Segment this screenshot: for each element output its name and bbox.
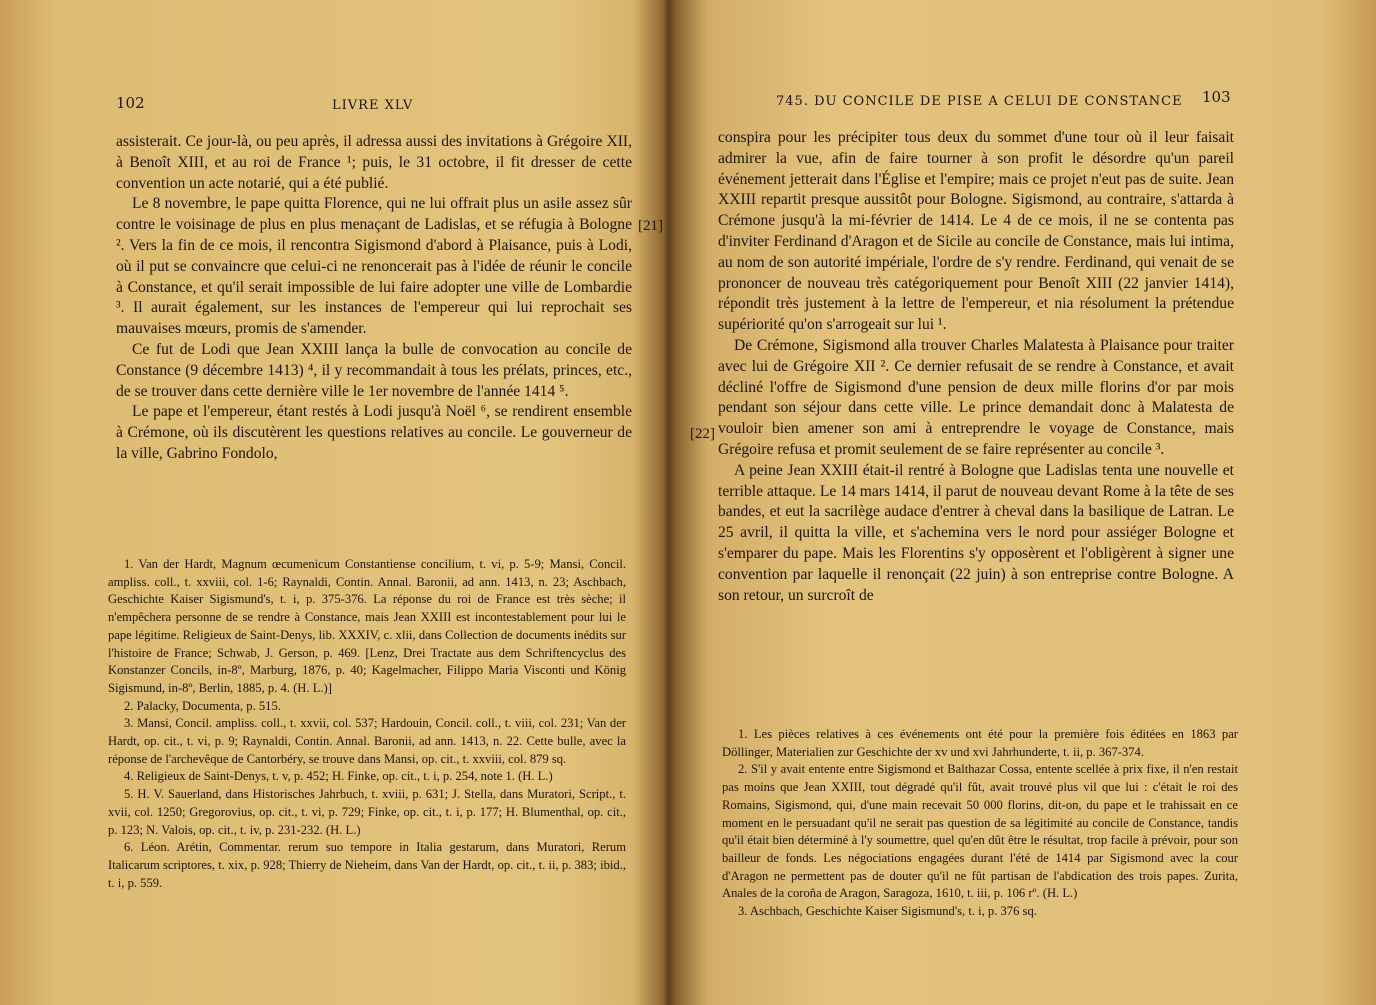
footnote: 2. S'il y avait entente entre Sigismond et Balthazar Cossa, entente scellée à prix fixe, il n'en restait pas moins que Jean XXIII, tout dégradé qu'il fût, avait trouvé plus vil que lui : c'était le roi des Romains, Sigismond, qui, d'une main recevait 50 000 florins, dit-on, du pape et le trahissait en ce moment en le persuadant qu'il ne serait pas question de sa légitimité au concile de Constance, tandis qu'il était bien déterminé à l'y soumettre, quel qu'en dût être le résultat, trop facile à prévoir, pour son bailleur de fonds. Les négociations engagées durant l'été de 1414 par Sigismond avec la cour d'Aragon ne permettent pas de douter qu'il ne fût partisan de l'abdication des trois papes. Zurita, Anales de la coroña de Aragon, Saragoza, 1610, t. iii, p. 106 rº. (H. L.) <box>722 762 1238 901</box>
footnote: 6. Léon. Arétin, Commentar. rerum suo tempore in Italia gestarum, dans Muratori, Rerum Italicarum scriptores, t. xix, p. 928; Thierry de Nieheim, dans Van der Hardt, op. cit., t. ii, p. 383; ibid., t. i, p. 559. <box>108 840 626 890</box>
margin-page-marker: [21] <box>638 218 663 234</box>
footnote: 1. Les pièces relatives à ces événements ont été pour la première fois éditées en 1863 par Döllinger, Materialien zur Geschichte der xv und xvi Jahrhunderte, t. ii, p. 367-374. <box>722 727 1238 759</box>
margin-page-marker: [22] <box>690 426 715 442</box>
paragraph: Le 8 novembre, le pape quitta Florence, qui ne lui offrait plus un asile assez sûr contre le voisinage de plus en plus menaçant de Ladislas, et se réfugia à Bologne ². Vers la fin de ce mois, il rencontra Sigismond d'abord à Plaisance, puis à Lodi, où il put se convaincre que celui-ci ne renoncerait pas à l'idée de réunir le concile à Constance, et qu'il serait impossible de lui faire adopter une ville de Lombardie ³. Il aurait également, sur les instances de l'empereur qui lui reprochait ses mauvaises mœurs, promis de s'amender. <box>116 195 632 338</box>
paragraph: conspira pour les précipiter tous deux du sommet d'une tour où il leur faisait admirer la vue, afin de faire tourner à son profit le désordre qu'un pareil événement jetterait dans l'Église et l'empire; mais ce projet n'eut pas de suite. Jean XXIII repartit presque aussitôt pour Bologne. Sigismond, au contraire, s'attarda à Crémone jusqu'à la mi-février de 1414. Le 4 de ce mois, il ne se contenta pas d'inviter Ferdinand d'Aragon et de Sicile au concile de Constance, mais lui intima, au nom de son autorité impériale, l'ordre de s'y rendre. Ferdinand, qui venait de se prononcer de nouveau très catégoriquement pour Benoît XIII (22 janvier 1414), répondit très justement à la lettre de l'empereur, et nia résolument la prétendue supériorité qu'on s'arrogeait sur lui ¹. <box>718 129 1234 334</box>
right-page <box>670 0 1376 1005</box>
paragraph: assisterait. Ce jour-là, ou peu après, il adressa aussi des invitations à Grégoire XII, à Benoît XIII, et au roi de France ¹; puis, le 31 octobre, il fit dresser de cette convention un acte notarié, qui a été publié. <box>116 133 632 192</box>
footnote: 3. Mansi, Concil. ampliss. coll., t. xxvii, col. 537; Hardouin, Concil. coll., t. viii, col. 231; Van der Hardt, op. cit., t. vi, p. 9; Raynaldi, Contin. Annal. Baronii, ad ann. 1413, n. 22. Cette bulle, avec la réponse de l'archevêque de Cantorbéry, se trouve dans Mansi, op. cit., t. xxviii, col. 879 sq. <box>108 716 626 766</box>
footnote: 2. Palacky, Documenta, p. 515. <box>124 698 281 713</box>
page-number: 102 <box>116 94 145 112</box>
running-head: 745. DU CONCILE DE PISE A CELUI DE CONSTANCE <box>776 94 1183 109</box>
paragraph: De Crémone, Sigismond alla trouver Charles Malatesta à Plaisance pour traiter avec lui de Grégoire XII ². Ce dernier refusait de se rendre à Constance, et avait décliné l'offre de Sigismond d'une pension de deux mille florins d'or par mois pendant son séjour dans cette ville. Le prince demandait donc à Malatesta de vouloir bien amener son ami à entreprendre le voyage de Constance, mais Grégoire refusa et promit seulement de se faire représenter au concile ³. <box>718 336 1234 458</box>
paragraph: A peine Jean XXIII était-il rentré à Bologne que Ladislas tenta une nouvelle et terrible attaque. Le 14 mars 1414, il parut de nouveau devant Rome à la tête de ses bandes, et eut la sacrilège audace d'entrer à cheval dans la basilique de Latran. Le 25 avril, il quitta la ville, et s'achemina vers le nord pour assiéger Bologne et s'emparer du pape. Mais les Florentins s'y opposèrent et l'obligèrent à signer une convention par laquelle il renonçait (22 juin) à son entreprise contre Bologne. A son retour, un surcroît de <box>718 461 1234 604</box>
page-number: 103 <box>1202 88 1231 106</box>
footnotes <box>108 556 626 892</box>
main-text <box>116 132 632 465</box>
left-page <box>0 0 662 1005</box>
footnote: 1. Van der Hardt, Magnum œcumenicum Constantiense concilium, t. vi, p. 5-9; Mansi, Concil. ampliss. coll., t. xxviii, col. 1-6; Raynaldi, Contin. Annal. Baronii, ad ann. 1413, n. 23; Aschbach, Geschichte Kaiser Sigismund's, t. i, p. 375-376. La réponse du roi de France est très sèche; il n'empêchera personne de se rendre à Constance, mais Jean XXIII est incontestablement pour lui le pape légitime. Religieux de Saint-Denys, lib. XXXIV, c. xlii, dans Collection de documents inédits sur l'histoire de France; Schwab, J. Gerson, p. 469. [Lenz, Drei Tractate aus dem Schriftencyclus des Konstanzer Concils, in-8º, Marburg, 1876, p. 40; Kagelmacher, Filippo Maria Visconti und König Sigismund, in-8º, Berlin, 1885, p. 4. (H. L.)] <box>108 557 626 695</box>
main-text <box>718 128 1234 606</box>
paragraph: Le pape et l'empereur, étant restés à Lodi jusqu'à Noël ⁶, se rendirent ensemble à Crémone, où ils discutèrent les questions relatives au concile. Le gouverneur de la ville, Gabrino Fondolo, <box>116 403 632 462</box>
paragraph: Ce fut de Lodi que Jean XXIII lança la bulle de convocation au concile de Constance (9 décembre 1413) ⁴, il y recommandait à tous les prélats, princes, etc., de se trouver dans cette dernière ville le 1er novembre de l'année 1414 ⁵. <box>116 340 632 400</box>
running-head: LIVRE XLV <box>332 98 414 113</box>
footnote: 4. Religieux de Saint-Denys, t. v, p. 452; H. Finke, op. cit., t. i, p. 254, note 1. (H. L.) <box>124 769 553 784</box>
footnote: 5. H. V. Sauerland, dans Historisches Jahrbuch, t. xviii, p. 631; J. Stella, dans Muratori, Script., t. xvii, col. 1250; Gregorovius, op. cit., t. vi, p. 729; Finke, op. cit., t. i, p. 177; H. Blumenthal, op. cit., p. 123; N. Valois, op. cit., t. iv, p. 231-232. (H. L.) <box>108 787 626 837</box>
footnote: 3. Aschbach, Geschichte Kaiser Sigismund's, t. i, p. 376 sq. <box>738 904 1037 919</box>
footnotes <box>722 726 1238 921</box>
